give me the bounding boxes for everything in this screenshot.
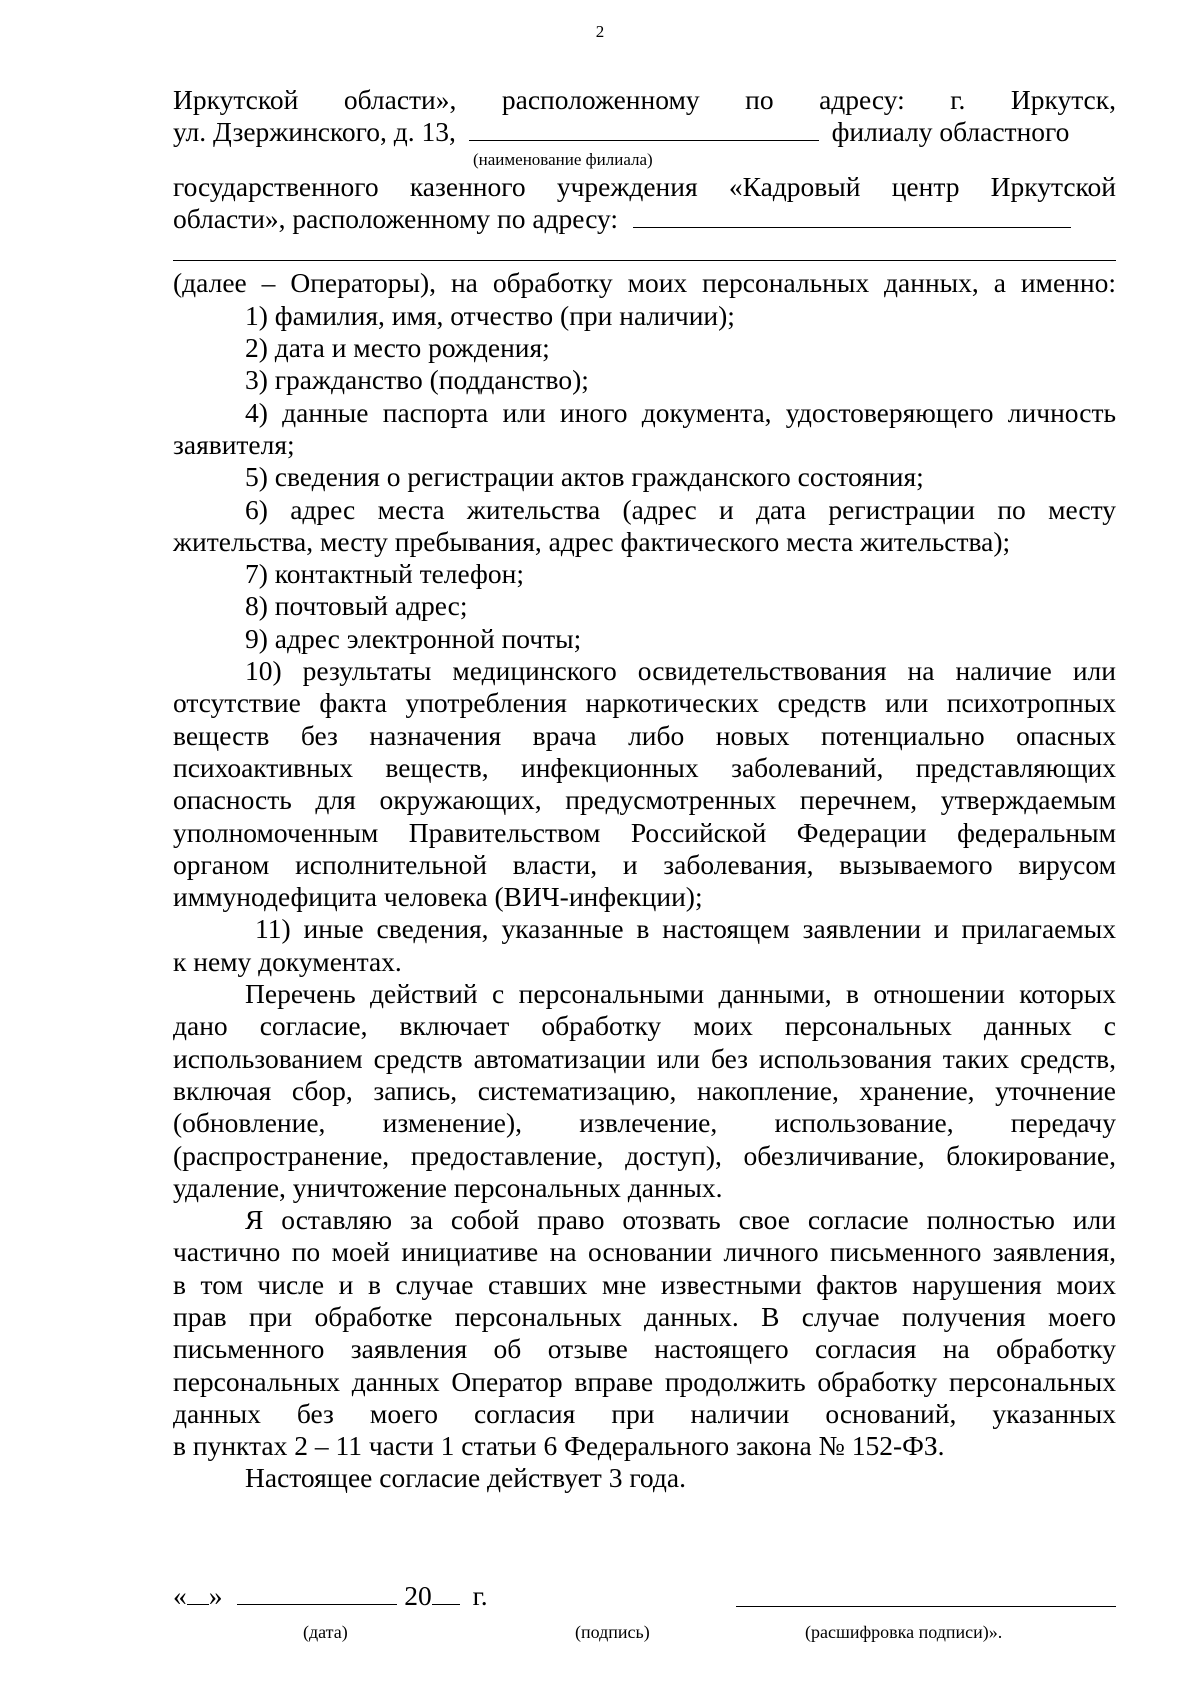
list-item-cont: к нему документах. xyxy=(173,945,402,977)
list-item: 4) данные паспорта или иного документа, удостоверяющего личность xyxy=(245,396,1116,428)
paragraph-line: (распространение, предоставление, доступ), обезличивание, блокирование, xyxy=(173,1139,1116,1171)
address-blank-line xyxy=(173,235,1116,267)
day-blank xyxy=(187,1582,209,1605)
quote-close: » xyxy=(208,1580,223,1611)
list-item-cont: опасность для окружающих, предусмотренных перечнем, утверждаемым xyxy=(173,784,1116,816)
list-item-cont: заявителя; xyxy=(173,428,295,460)
paragraph-line: данных без моего согласия при наличии оснований, указанных xyxy=(173,1397,1116,1429)
paragraph-line: в пунктах 2 – 11 части 1 статьи 6 Федерального закона № 152-ФЗ. xyxy=(173,1430,945,1462)
list-item: 1) фамилия, имя, отчество (при наличии); xyxy=(245,299,735,331)
year-blank xyxy=(432,1582,460,1605)
text-line: Иркутской области», расположенному по адресу: г. Иркутск, xyxy=(173,84,1116,115)
list-item: 10) результаты медицинского освидетельствования на наличие или xyxy=(245,655,1116,687)
signature-caption: (подпись) xyxy=(575,1622,650,1642)
branch-caption: (наименование филиала) xyxy=(473,149,653,169)
paragraph-line: (обновление, изменение), извлечение, использование, передачу xyxy=(173,1107,1116,1139)
signature-row xyxy=(173,1580,1116,1616)
paragraph-line: Перечень действий с персональными данными, в отношении которых xyxy=(245,978,1116,1010)
list-item: 2) дата и место рождения; xyxy=(245,332,550,364)
address-label: области», расположенному по адресу: xyxy=(173,202,619,234)
address-text: ул. Дзержинского, д. 13, xyxy=(173,116,456,148)
document-body xyxy=(173,84,1116,1495)
quote-open: « xyxy=(173,1580,187,1611)
signature-decode-caption: (расшифровка подписи)». xyxy=(805,1622,1003,1642)
paragraph-line: дано согласие, включает обработку моих персональных данных с xyxy=(173,1010,1116,1042)
address-blank xyxy=(633,205,1071,228)
paragraph-line: прав при обработке персональных данных. В случае получения моего xyxy=(173,1300,1116,1332)
paragraph-line: удаление, уничтожение персональных данных. xyxy=(173,1171,723,1203)
text-line xyxy=(173,116,1116,148)
text-line: (далее – Операторы), на обработку моих персональных данных, а именно: xyxy=(173,267,1116,299)
page-number: 2 xyxy=(595,22,605,41)
paragraph-line: персональных данных Оператор вправе продолжить обработку персональных xyxy=(173,1365,1116,1397)
date-caption: (дата) xyxy=(303,1622,348,1642)
list-item: 8) почтовый адрес; xyxy=(245,590,468,622)
branch-text: филиалу областного xyxy=(831,116,1070,148)
list-item-cont: отсутствие факта употребления наркотических средств или психотропных xyxy=(173,687,1116,719)
list-item: 11) иные сведения, указанные в настоящем заявлении и прилагаемых xyxy=(255,913,1116,945)
date-field xyxy=(173,1580,488,1612)
paragraph-line: Настоящее согласие действует 3 года. xyxy=(245,1462,686,1494)
list-item-cont: уполномоченным Правительством Российской Федерации федеральным xyxy=(173,816,1116,848)
month-blank xyxy=(237,1582,397,1605)
paragraph-line: включая сбор, запись, систематизацию, накопление, хранение, уточнение xyxy=(173,1074,1116,1106)
list-item-cont: жительства, месту пребывания, адрес фактического места жительства); xyxy=(173,525,1011,557)
text-line: государственного казенного учреждения «Кадровый центр Иркутской xyxy=(173,170,1116,202)
list-item: 5) сведения о регистрации актов гражданского состояния; xyxy=(245,461,924,493)
signature-captions xyxy=(173,1622,1116,1646)
list-item: 6) адрес места жительства (адрес и дата регистрации по месту xyxy=(245,493,1116,525)
list-item: 9) адрес электронной почты; xyxy=(245,622,582,654)
year-prefix: 20 xyxy=(404,1580,432,1611)
list-item-cont: иммунодефицита человека (ВИЧ-инфекции); xyxy=(173,881,703,913)
list-item: 7) контактный телефон; xyxy=(245,558,524,590)
paragraph-line: в том числе и в случае ставших мне известными фактов нарушения моих xyxy=(173,1268,1116,1300)
paragraph-line: Я оставляю за собой право отозвать свое согласие полностью или xyxy=(245,1204,1116,1236)
branch-name-blank xyxy=(469,118,819,141)
paragraph-line: частично по моей инициативе на основании личного письменного заявления, xyxy=(173,1236,1116,1268)
paragraph-line: использованием средств автоматизации или без использования таких средств, xyxy=(173,1042,1116,1074)
paragraph-line: письменного заявления об отзыве настоящего согласия на обработку xyxy=(173,1333,1116,1365)
list-item-cont: органом исполнительной власти, и заболевания, вызываемого вирусом xyxy=(173,848,1116,880)
text-line xyxy=(173,203,1116,235)
list-item: 3) гражданство (подданство); xyxy=(245,364,589,396)
year-suffix: г. xyxy=(472,1580,488,1611)
list-item-cont: психоактивных веществ, инфекционных заболеваний, представляющих xyxy=(173,751,1116,783)
signature-blank xyxy=(736,1584,1116,1607)
list-item-cont: веществ без назначения врача либо новых потенциально опасных xyxy=(173,719,1116,751)
